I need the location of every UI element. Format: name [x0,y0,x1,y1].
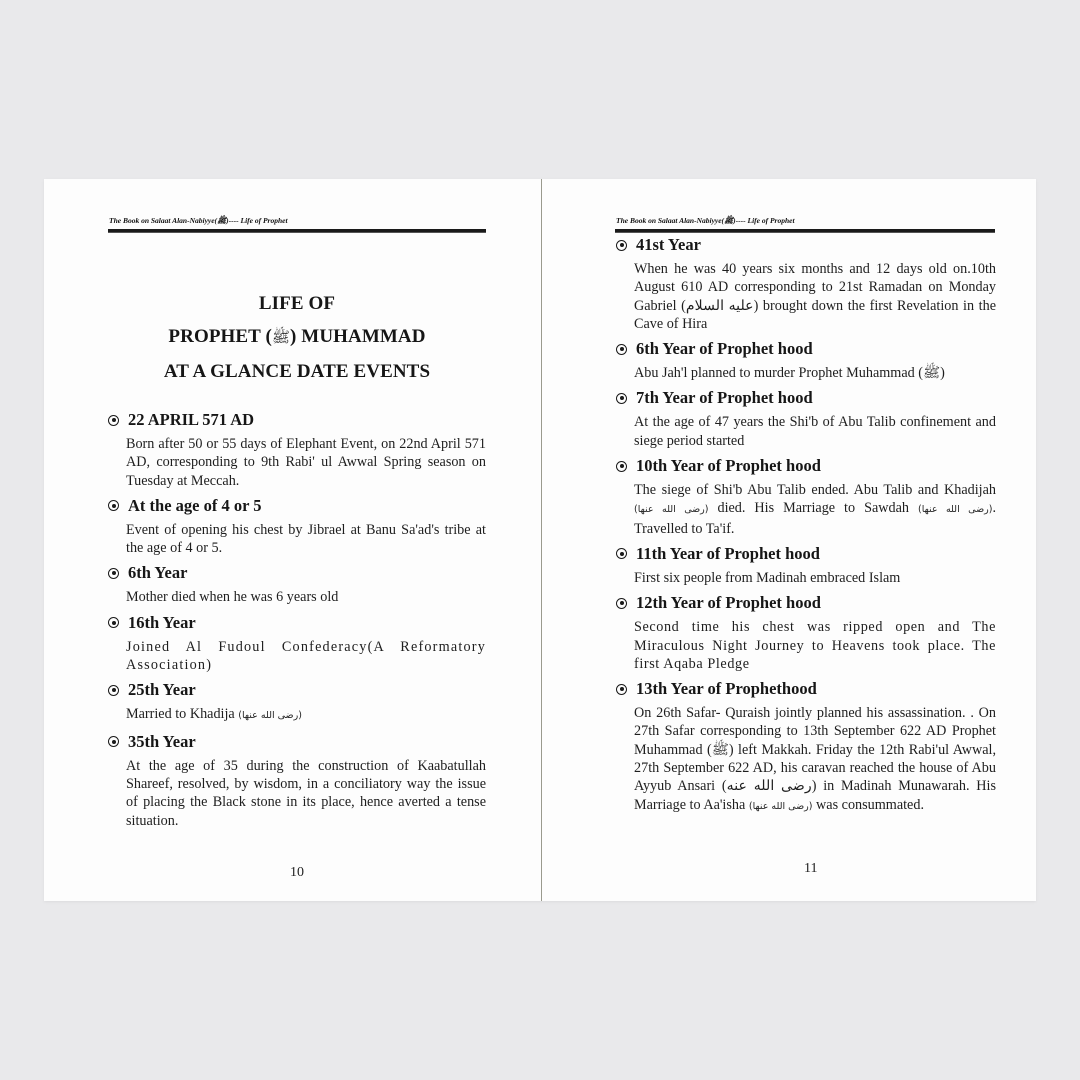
bullet-circle-icon [616,684,627,695]
entry-body: Abu Jah'l planned to murder Prophet Muhammad (ﷺ) [634,365,945,382]
entry-body [126,705,486,725]
entry-body: When he was 40 years six months and 12 days old on.10th August 610 AD corresponding to 21st Ramadan on Monday Gabriel (عليه السلام) brought down the first Revelation in the Cave of Hira [634,261,996,332]
bullet-circle-icon [108,415,119,426]
entry-heading: 25th Year [128,680,196,700]
title-line-3: AT A GLANCE DATE EVENTS [163,361,431,382]
entry-heading: 13th Year of Prophethood [636,679,817,699]
bullet-circle-icon [616,461,627,472]
timeline-entry [106,612,486,675]
entry-body: Joined Al Fudoul Confederacy(A Reformatory Association) [126,638,486,674]
right-page [542,179,1036,901]
page-number: 10 [290,865,304,880]
entry-text: Married to Khadija [126,706,235,723]
entry-text: On 26th Safar- Quraish jointly planned his assassination. . On 27th Safar corresponding to 13th September 622 AD Prophet Muhammad (ﷺ) left Makkah. Friday the 12th Rabi'ul Awwal, 27th September 622 AD, his caravan reached the house of Abu Ayyub Ansari (رضی الله عنه) in Madinah Munawarah. His Marriage to Aa'isha [634,705,996,813]
entry-heading: At the age of 4 or 5 [128,495,262,515]
timeline-entry [614,387,996,450]
entry-heading: 16th Year [128,612,196,632]
bullet-circle-icon [616,548,627,559]
bullet-circle-icon [108,736,119,747]
arabic-honorific: (رضی الله عنها) [748,800,813,812]
timeline-entry [106,679,486,725]
title-line-1: LIFE OF [258,293,336,314]
bullet-circle-icon [108,617,119,628]
bullet-circle-icon [616,393,627,404]
arabic-honorific: (رضی الله عنها) [917,504,993,516]
bullet-circle-icon [108,685,119,696]
entry-body: First six people from Madinah embraced Islam [634,569,901,586]
entry-body: At the age of 47 years the Shi'b of Abu Talib confinement and siege period started [634,414,996,449]
timeline-entry [614,234,996,333]
title-text: PROPHET ( [168,326,272,347]
entry-heading: 6th Year [128,563,188,583]
running-head: The Book on Salaat Alan-Nabiyye(ﷺ)---- Life of Prophet [109,216,288,225]
timeline-entry [614,543,996,587]
book-spread [44,179,1036,901]
bullet-circle-icon [616,240,627,251]
entry-text: was consummated. [816,796,924,813]
entry-heading: 7th Year of Prophet hood [636,388,813,408]
timeline-entries [614,234,996,821]
entry-body: At the age of 35 during the construction of Kaabatullah Shareef, resolved, by wisdom, in a conciliatory way the issue of placing the Black stone in its place, hence averted a tense situation. [126,757,486,829]
bullet-circle-icon [616,344,627,355]
arabic-honorific: (رضی الله عنها) [238,710,302,722]
entry-text: . Travelled to Ta'if. [634,500,996,537]
timeline-entry [614,338,996,382]
entry-body: Event of opening his chest by Jibrael at Banu Sa'ad's tribe at the age of 4 or 5. [126,521,486,557]
timeline-entries [106,409,486,835]
timeline-entry [106,562,486,606]
entry-text: The siege of Shi'b Abu Talib ended. Abu Talib and Khadijah [634,482,996,499]
left-page [44,179,541,901]
timeline-entry [614,455,996,538]
header-rule [108,229,486,233]
bullet-circle-icon [108,500,119,511]
timeline-entry [106,495,486,558]
entry-heading: 41st Year [636,235,701,254]
running-head: The Book on Salaat Alan-Nabiyye(ﷺ)---- Life of Prophet [616,216,795,225]
entry-body: Second time his chest was ripped open and The Miraculous Night Journey to Heavens took place. The first Aqaba Pledge [634,619,996,672]
bullet-circle-icon [616,598,627,609]
title-text: ) MUHAMMAD [290,326,426,347]
page-number: 11 [804,861,818,876]
entry-heading: 6th Year of Prophet hood [636,339,813,359]
entry-heading: 22 APRIL 571 AD [128,410,255,429]
entry-body: Born after 50 or 55 days of Elephant Event, on 22nd April 571 AD, corresponding to 9th Rabi' ul Awwal Spring season on Tuesday at Meccah. [126,436,486,489]
arabic-honorific: (رضی الله عنها) [634,504,709,516]
title-line-2 [108,320,486,355]
timeline-entry [106,731,486,830]
header-rule [615,229,995,233]
entry-heading: 12th Year of Prophet hood [636,593,821,613]
timeline-entry [614,678,996,816]
honorific-symbol: ﷺ [271,330,291,346]
entry-body [634,704,996,816]
entry-body [634,481,996,538]
timeline-entry [106,409,486,490]
entry-text: died. His Marriage to Sawdah [717,500,909,517]
timeline-entry [614,592,996,673]
entry-heading: 10th Year of Prophet hood [636,456,821,476]
entry-body: Mother died when he was 6 years old [126,589,339,606]
entry-heading: 35th Year [128,731,196,751]
entry-heading: 11th Year of Prophet hood [636,543,820,563]
page-title [108,287,486,388]
bullet-circle-icon [108,568,119,579]
